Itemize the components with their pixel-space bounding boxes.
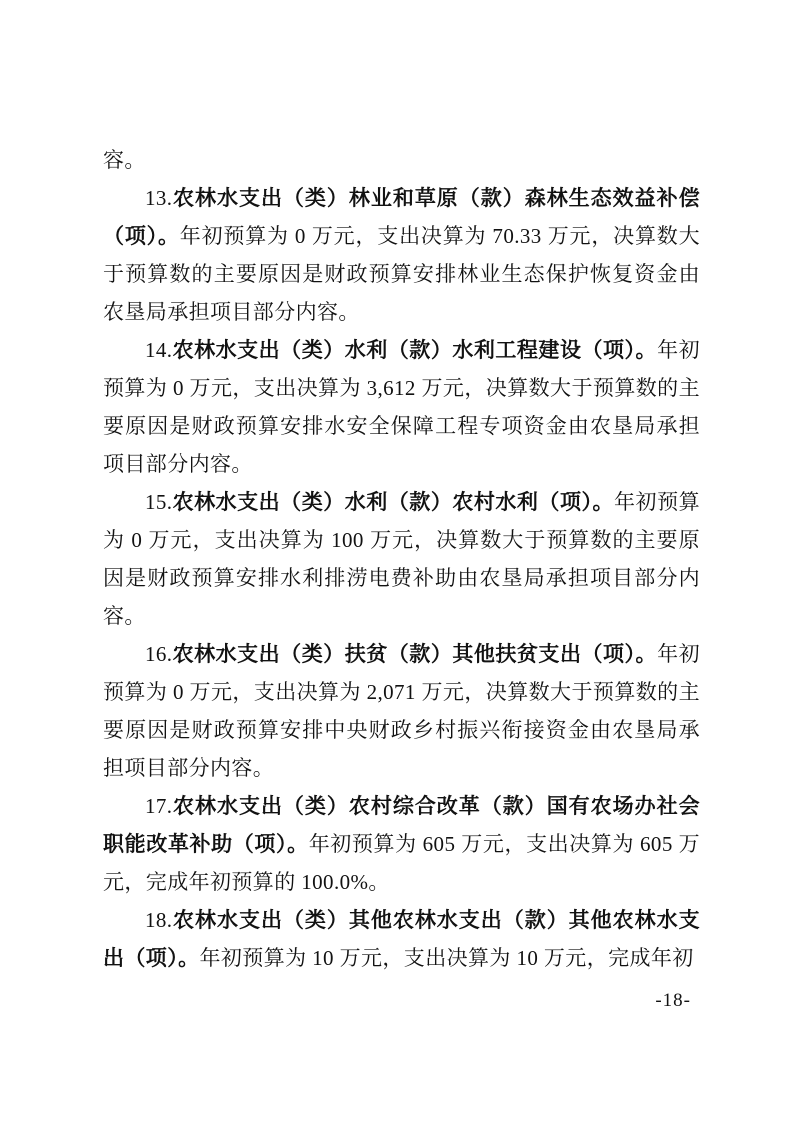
paragraph-item-15 [103,483,700,635]
item-16-number: 16. [145,642,173,666]
item-13-number: 13. [145,186,173,210]
item-15-number: 15. [145,490,173,514]
item-16-heading: 农林水支出（类）扶贫（款）其他扶贫支出（项）。 [172,642,658,666]
item-14-body: 年初预算为 0 万元，支出决算为 3,612 万元，决算数大于预算数的主要原因是财政预算安排水安全保障工程专项资金由农垦局承担项目部分内容。 [103,338,700,476]
item-14-heading: 农林水支出（类）水利（款）水利工程建设（项）。 [172,338,658,362]
paragraph-item-18 [103,901,700,977]
item-15-heading: 农林水支出（类）水利（款）农村水利（项）。 [172,490,615,514]
paragraph-item-16 [103,635,700,787]
page-number: -18- [655,990,691,1011]
item-18-heading: 农林水支出（类）其他农林水支出（款）其他农林水支出（项）。 [103,908,700,970]
document-text-block [103,141,700,977]
continuation-text: 容。 [103,148,146,172]
item-16-body: 年初预算为 0 万元，支出决算为 2,071 万元，决算数大于预算数的主要原因是财政预算安排中央财政乡村振兴衔接资金由农垦局承担项目部分内容。 [103,642,700,780]
item-15-body: 年初预算为 0 万元，支出决算为 100 万元，决算数大于预算数的主要原因是财政预算安排水利排涝电费补助由农垦局承担项目部分内容。 [103,490,700,628]
item-17-number: 17. [145,794,173,818]
item-13-heading: 农林水支出（类）林业和草原（款）森林生态效益补偿（项）。 [103,186,700,248]
paragraph-continuation [103,141,700,179]
item-14-number: 14. [145,338,173,362]
paragraph-item-14 [103,331,700,483]
item-13-body: 年初预算为 0 万元，支出决算为 70.33 万元，决算数大于预算数的主要原因是财政预算安排林业生态保护恢复资金由农垦局承担项目部分内容。 [103,224,701,324]
item-17-heading: 农林水支出（类）农村综合改革（款）国有农场办社会职能改革补助（项）。 [103,794,700,856]
item-18-body: 年初预算为 10 万元，支出决算为 10 万元，完成年初 [199,946,694,970]
paragraph-item-17 [103,787,700,901]
item-17-body: 年初预算为 605 万元，支出决算为 605 万元，完成年初预算的 100.0%。 [103,832,700,894]
item-18-number: 18. [145,908,173,932]
paragraph-item-13 [103,179,700,331]
